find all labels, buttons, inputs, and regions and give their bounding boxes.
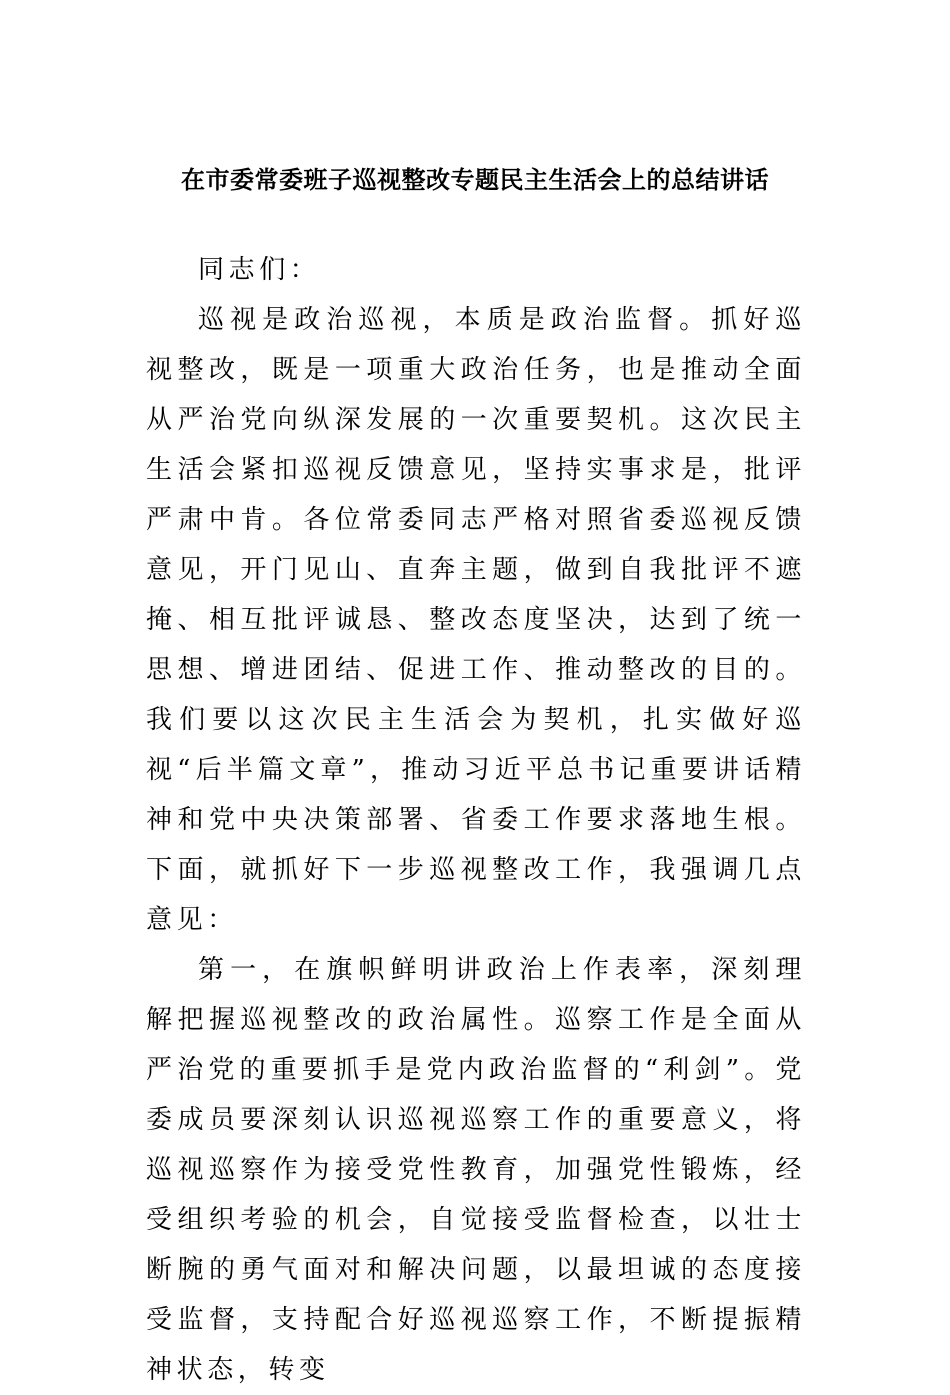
paragraph: 第一，在旗帜鲜明讲政治上作表率，深刻理解把握巡视整改的政治属性。巡察工作是全面从严治党的重要抓手是党内政治监督的“利剑”。党委成员要深刻认识巡视巡察工作的重要意义，将巡视巡察作为接受党性教育，加强党性锻炼，经受组织考验的机会，自觉接受监督检查，以壮士断腕的勇气面对和解决问题，以最坦诚的态度接受监督，支持配合好巡视巡察工作，不断提振精神状态，转变: [146, 955, 806, 1385]
document-body: [146, 245, 806, 1395]
document-title: 在市委常委班子巡视整改专题民主生活会上的总结讲话: [181, 165, 769, 194]
salutation: 同志们：: [198, 255, 321, 285]
paragraph: 巡视是政治巡视，本质是政治监督。抓好巡视整改，既是一项重大政治任务，也是推动全面从严治党向纵深发展的一次重要契机。这次民主生活会紧扣巡视反馈意见，坚持实事求是，批评严肃中肯。各位常委同志严格对照省委巡视反馈意见，开门见山、直奔主题，做到自我批评不遮掩、相互批评诚恳、整改态度坚决，达到了统一思想、增进团结、促进工作、推动整改的目的。我们要以这次民主生活会为契机，扎实做好巡视“后半篇文章”，推动习近平总书记重要讲话精神和党中央决策部署、省委工作要求落地生根。下面，就抓好下一步巡视整改工作，我强调几点意见：: [146, 305, 806, 935]
